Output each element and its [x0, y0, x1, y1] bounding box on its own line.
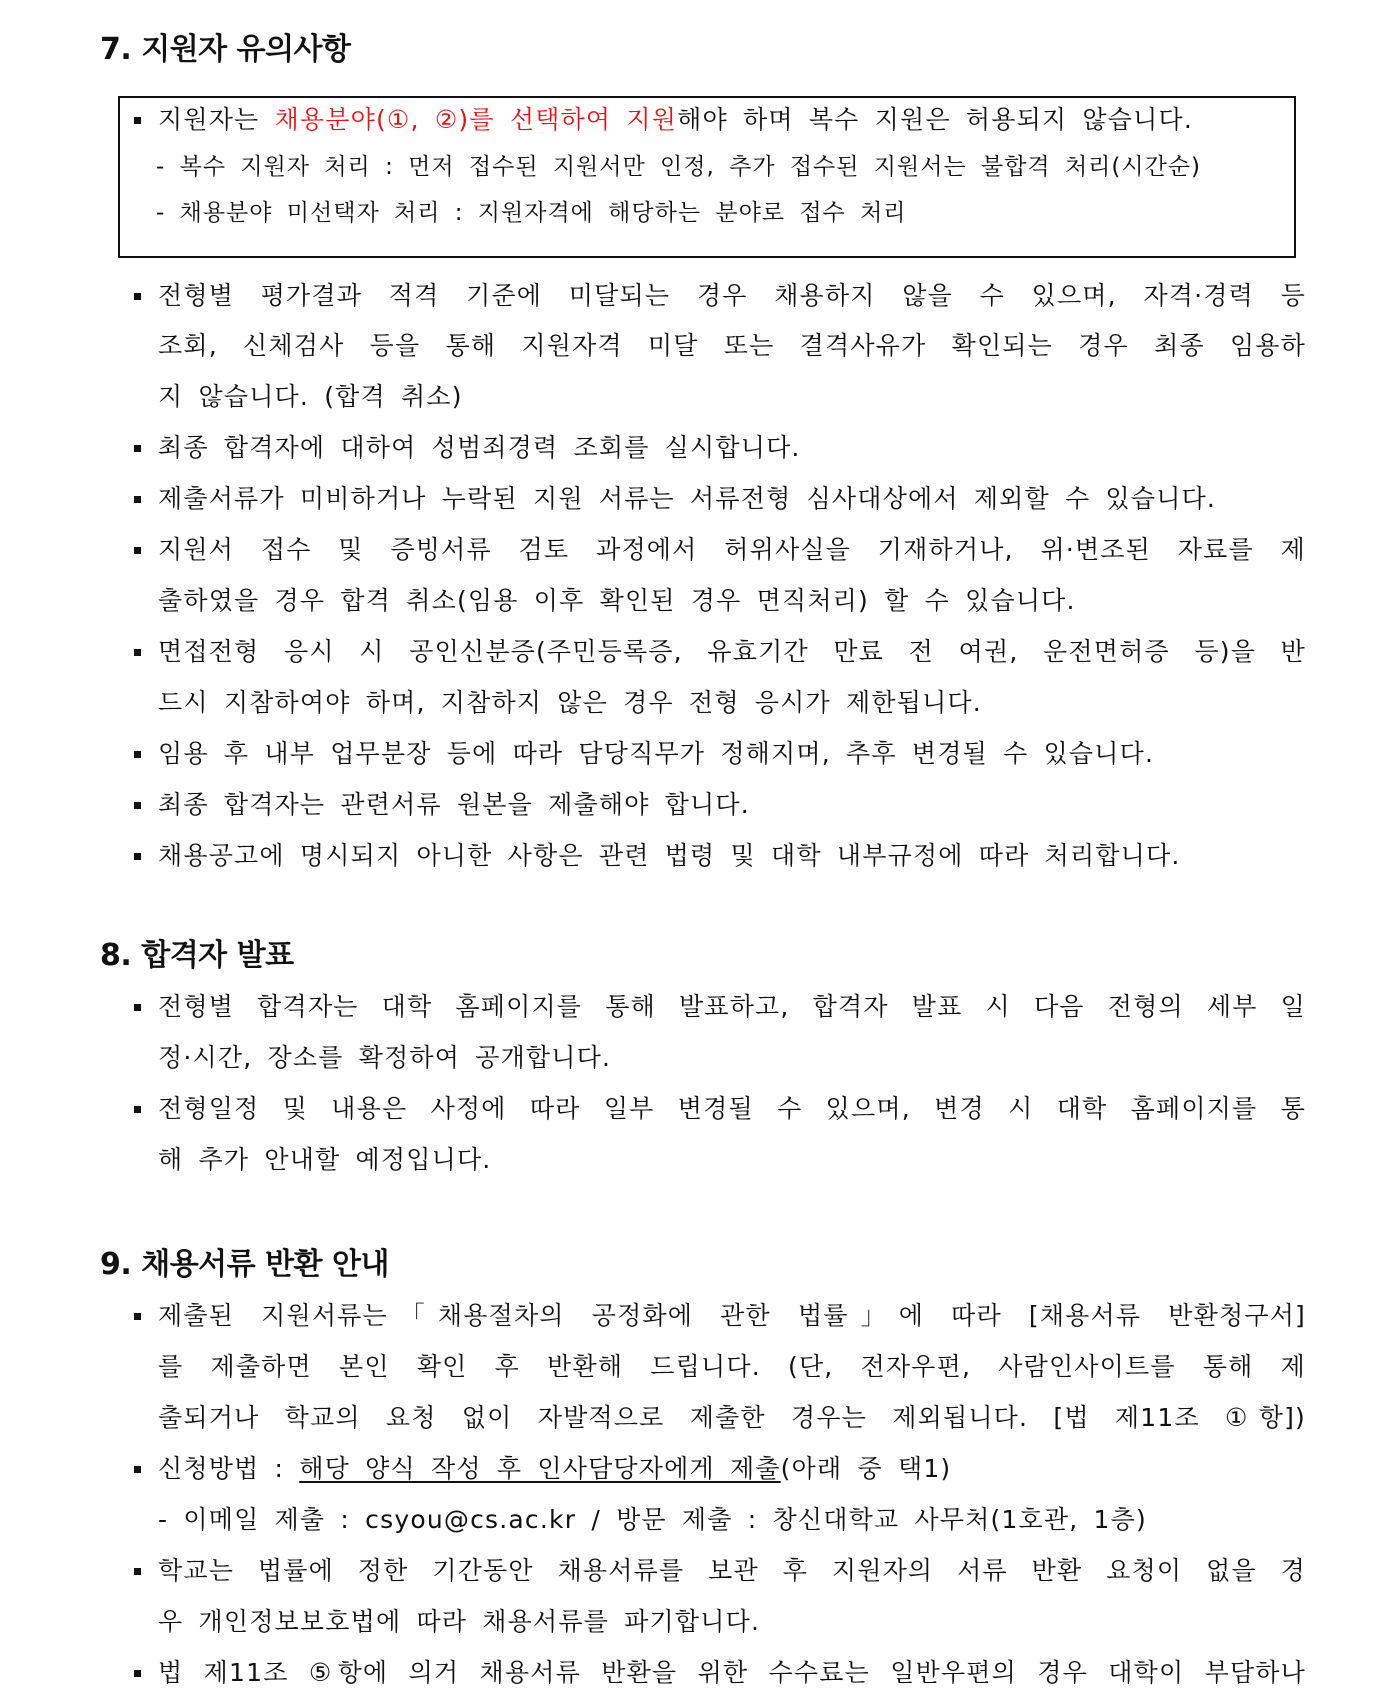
list-item-line: 채용공고에 명시되지 아니한 사항은 관련 법령 및 대학 내부규정에 따라 처리합니다.: [158, 841, 1181, 870]
bullet-icon: [134, 751, 141, 758]
bullet-icon: [134, 1466, 141, 1473]
list-item-line: 면접전형 응시 시 공인신분증(주민등록증, 유효기간 만료 전 여권, 운전면허증 등)을 반: [158, 637, 1306, 666]
bullet-icon: [134, 1670, 141, 1677]
bullet-icon: [134, 802, 141, 809]
bullet-icon: [134, 547, 141, 554]
bullet-icon: [134, 117, 141, 124]
box-main-line: 지원자는 채용분야(①, ②)를 선택하여 지원해야 하며 복수 지원은 허용되지 않습니다.: [158, 105, 1193, 134]
box-sub-line-1: - 복수 지원자 처리 : 먼저 접수된 지원서만 인정, 추가 접수된 지원서는 불합격 처리(시간순): [156, 154, 1201, 180]
list-item-line: 해 추가 안내할 예정입니다.: [158, 1145, 492, 1174]
application-method-line: 신청방법 : 해당 양식 작성 후 인사담당자에게 제출(아래 중 택1): [158, 1454, 952, 1483]
bullet-icon: [134, 445, 141, 452]
list-item-line: 정·시간, 장소를 확정하여 공개합니다.: [158, 1043, 612, 1072]
box-sub-line-2: - 채용분야 미선택자 처리 : 지원자격에 해당하는 분야로 접수 처리: [156, 200, 907, 226]
list-item-line: 조회, 신체검사 등을 통해 지원자격 미달 또는 결격사유가 확인되는 경우 최종 임용하: [158, 331, 1306, 360]
bullet-icon: [134, 1004, 141, 1011]
list-item-line: 우 개인정보보호법에 따라 채용서류를 파기합니다.: [158, 1607, 761, 1636]
bullet-icon: [134, 1106, 141, 1113]
bullet-icon: [134, 853, 141, 860]
bullet-icon: [134, 1568, 141, 1575]
list-item-line: 제출된 지원서류는「채용절차의 공정화에 관한 법률」에 따라 [채용서류 반환청구서]: [158, 1301, 1306, 1330]
section-7-heading: 7. 지원자 유의사항: [100, 32, 351, 67]
list-item-line: 를 제출하면 본인 확인 후 반환해 드립니다. (단, 전자우편, 사람인사이트를 통해 제: [158, 1352, 1306, 1381]
list-item-line: 임용 후 내부 업무분장 등에 따라 담당직무가 정해지며, 추후 변경될 수 있습니다.: [158, 739, 1155, 768]
list-item-line: 학교는 법률에 정한 기간동안 채용서류를 보관 후 지원자의 서류 반환 요청이 없을 경: [158, 1556, 1306, 1585]
list-item-line: 최종 합격자는 관련서류 원본을 제출해야 합니다.: [158, 790, 750, 819]
bullet-icon: [134, 293, 141, 300]
bullet-icon: [134, 496, 141, 503]
highlight-text: 채용분야(①, ②)를 선택하여 지원: [274, 105, 678, 134]
submission-contact-line: - 이메일 제출 : csyou@cs.ac.kr / 방문 제출 : 창신대학교 사무처(1호관, 1층): [158, 1505, 1147, 1534]
section-9-heading: 9. 채용서류 반환 안내: [100, 1247, 389, 1282]
list-item-line: 전형일정 및 내용은 사정에 따라 일부 변경될 수 있으며, 변경 시 대학 홈페이지를 통: [158, 1094, 1306, 1123]
list-item-line: 전형별 평가결과 적격 기준에 미달되는 경우 채용하지 않을 수 있으며, 자격·경력 등: [158, 281, 1306, 310]
underlined-instruction: 해당 양식 작성 후 인사담당자에게 제출: [299, 1454, 781, 1483]
list-item-line: 출되거나 학교의 요청 없이 자발적으로 제출한 경우는 제외됩니다. [법 제11조 ①항]): [158, 1403, 1306, 1432]
section-8-heading: 8. 합격자 발표: [100, 938, 294, 973]
list-item-line: 제출서류가 미비하거나 누락된 지원 서류는 서류전형 심사대상에서 제외할 수 있습니다.: [158, 484, 1217, 513]
list-item-line: 지 않습니다. (합격 취소): [158, 382, 463, 411]
list-item-line: 전형별 합격자는 대학 홈페이지를 통해 발표하고, 합격자 발표 시 다음 전형의 세부 일: [158, 992, 1306, 1021]
list-item-line: 법 제11조 ⑤항에 의거 채용서류 반환을 위한 수수료는 일반우편의 경우 대학이 부담하나: [158, 1658, 1306, 1687]
list-item-line: 드시 지참하여야 하며, 지참하지 않은 경우 전형 응시가 제한됩니다.: [158, 688, 982, 717]
bullet-icon: [134, 1313, 141, 1320]
list-item-line: 지원서 접수 및 증빙서류 검토 과정에서 허위사실을 기재하거나, 위·변조된 자료를 제: [158, 535, 1306, 564]
list-item-line: 출하였을 경우 합격 취소(임용 이후 확인된 경우 면직처리) 할 수 있습니다.: [158, 586, 1076, 615]
bullet-icon: [134, 649, 141, 656]
list-item-line: 최종 합격자에 대하여 성범죄경력 조회를 실시합니다.: [158, 433, 801, 462]
